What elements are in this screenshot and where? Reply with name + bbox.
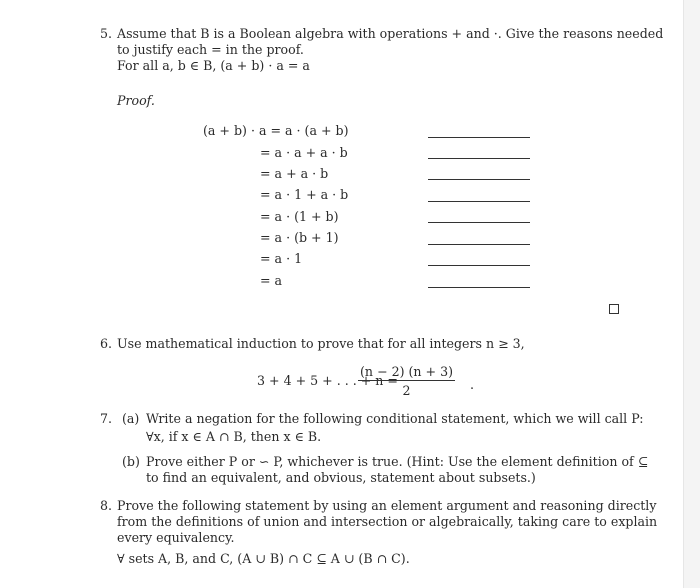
proof-step: = a (260, 273, 283, 288)
proof-step: = a · 1 (260, 251, 303, 266)
q8-line1: Prove the following statement by using an element argument and reasoning directly (117, 498, 657, 513)
reason-blank[interactable] (428, 179, 530, 180)
q6-fraction (358, 364, 455, 398)
q5-line1: Assume that B is a Boolean algebra with operations + and ·. Give the reasons needed (117, 26, 664, 41)
proof-step: = a · a + a · b (260, 145, 348, 160)
proof-step: (a + b) · a = a · (a + b) (203, 123, 349, 138)
proof-step: = a · (b + 1) (260, 230, 339, 245)
q7b-line2: to find an equivalent, and obvious, statement about subsets.) (146, 470, 536, 485)
q7a-line1: Write a negation for the following conditional statement, which we will call P: (146, 411, 644, 426)
q6-lhs: 3 + 4 + 5 + . . . + n = (257, 373, 398, 388)
q5-line2: to justify each = in the proof. (117, 42, 304, 57)
q7b-label: (b) (122, 454, 140, 469)
reason-blank[interactable] (428, 287, 530, 288)
reason-blank[interactable] (428, 222, 530, 223)
q7a-line2: ∀x, if x ∈ A ∩ B, then x ∈ B. (146, 429, 322, 444)
q8-line4: ∀ sets A, B, and C, (A ∪ B) ∩ C ⊆ A ∪ (B ∩ C). (117, 551, 410, 566)
reason-blank[interactable] (428, 158, 530, 159)
q6-number: 6. (100, 336, 113, 351)
q6-numerator: (n − 2) (n + 3) (360, 364, 454, 379)
q5-line3: For all a, b ∈ B, (a + b) · a = a (117, 58, 310, 73)
q6-line1: Use mathematical induction to prove that for all integers n ≥ 3, (117, 336, 525, 351)
q6-denominator: 2 (402, 383, 411, 398)
q6-period: . (470, 377, 475, 392)
reason-blank[interactable] (428, 201, 530, 202)
reason-blank[interactable] (428, 265, 530, 266)
proof-step: = a · (1 + b) (260, 209, 339, 224)
q7a-label: (a) (122, 411, 140, 426)
proof-step: = a + a · b (260, 166, 329, 181)
q8-number: 8. (100, 498, 113, 513)
q8-line2: from the definitions of union and intersection or algebraically, taking care to explain (117, 514, 658, 529)
qed-box-icon (609, 304, 619, 314)
proof-label: Proof. (117, 93, 155, 108)
q7b-line1: Prove either P or ∽ P, whichever is true. (Hint: Use the element definition of ⊆ (146, 454, 649, 469)
reason-blank[interactable] (428, 244, 530, 245)
q8-line3: every equivalency. (117, 530, 235, 545)
q7-number: 7. (100, 411, 113, 426)
q5-number: 5. (100, 26, 113, 41)
page-edge (683, 0, 700, 588)
reason-blank[interactable] (428, 137, 530, 138)
proof-step: = a · 1 + a · b (260, 187, 349, 202)
